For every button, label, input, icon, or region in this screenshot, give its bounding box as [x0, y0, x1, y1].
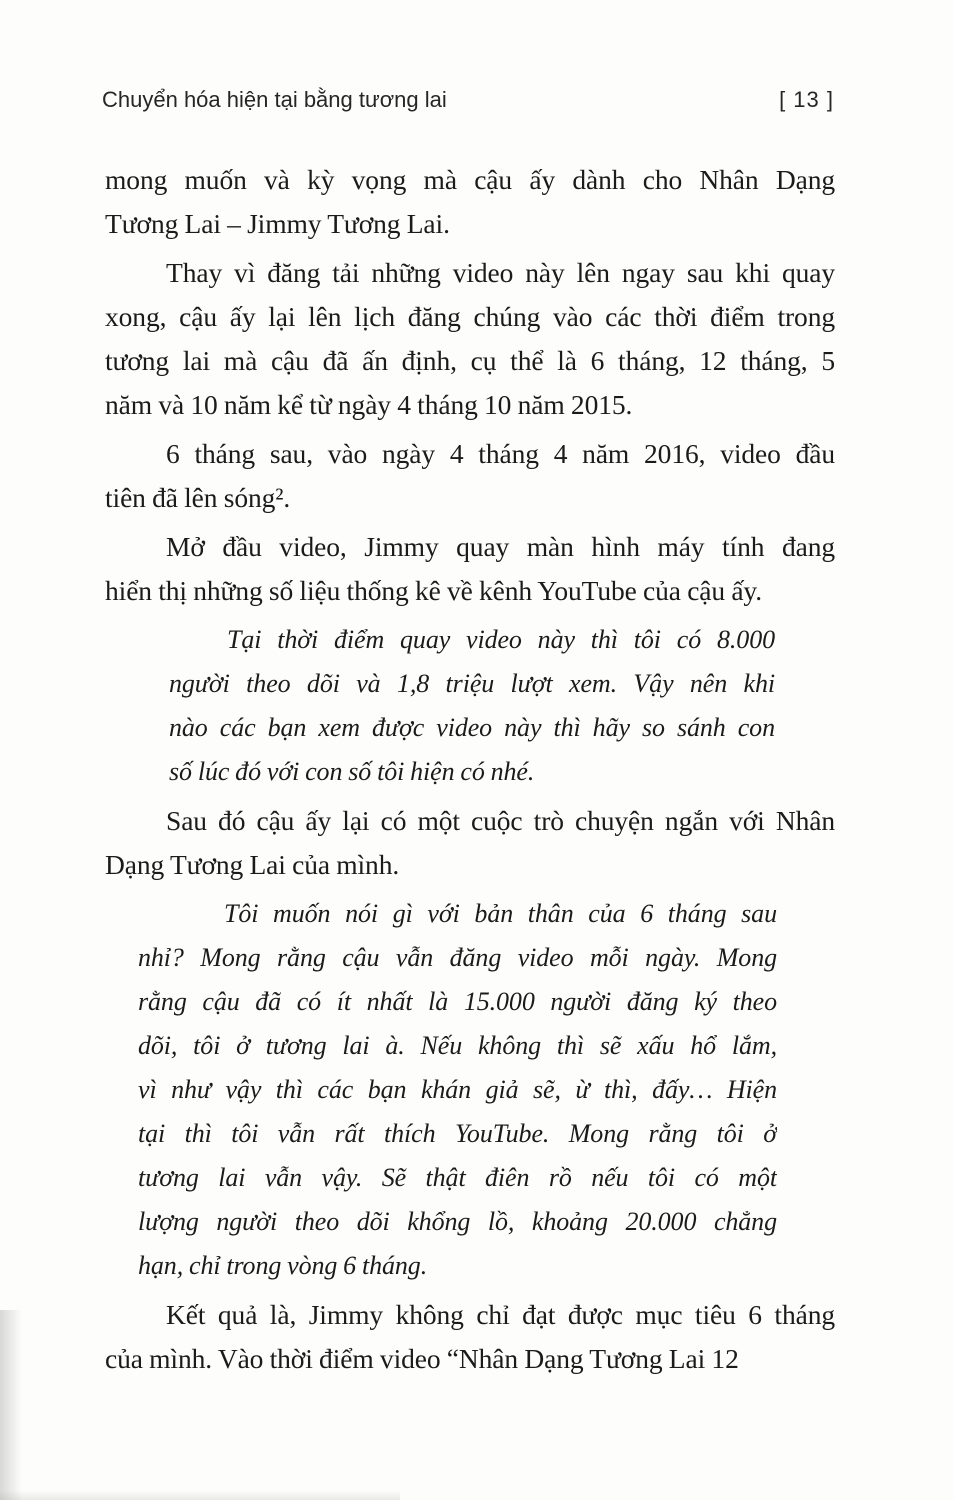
paragraph — [105, 432, 835, 520]
paragraph — [105, 525, 835, 613]
page-content — [105, 158, 835, 1381]
running-title: Chuyển hóa hiện tại bằng tương lai — [102, 87, 447, 112]
scan-shadow-bottom — [0, 1490, 400, 1500]
quote-block — [169, 618, 775, 794]
text-line: nào các bạn xem được video này thì hãy so sánh con — [169, 713, 775, 742]
text-line: lượng người theo dõi khổng lồ, khoảng 20.000 chẳng — [138, 1207, 777, 1236]
text-line: rằng cậu đã có ít nhất là 15.000 người đăng ký theo — [138, 987, 777, 1016]
text-line: 6 tháng sau, vào ngày 4 tháng 4 năm 2016, video đầu — [166, 438, 835, 469]
text-line: năm và 10 năm kể từ ngày 4 tháng 10 năm 2015. — [105, 389, 633, 420]
text-line: hạn, chỉ trong vòng 6 tháng. — [138, 1251, 428, 1280]
text-line: Tại thời điểm quay video này thì tôi có 8.000 — [227, 625, 775, 654]
paragraph — [105, 1293, 835, 1381]
text-line: Mở đầu video, Jimmy quay màn hình máy tính đang — [166, 531, 835, 562]
text-line: của mình. Vào thời điểm video “Nhân Dạng Tương Lai 12 — [105, 1343, 739, 1374]
text-line: mong muốn và kỳ vọng mà cậu ấy dành cho Nhân Dạng — [105, 164, 835, 195]
text-line: tương lai mà cậu đã ấn định, cụ thể là 6 tháng, 12 tháng, 5 — [105, 345, 835, 376]
text-line: tại thì tôi vẫn rất thích YouTube. Mong rằng tôi ở — [138, 1119, 777, 1148]
paragraph — [105, 799, 835, 887]
text-line: Kết quả là, Jimmy không chỉ đạt được mục tiêu 6 tháng — [166, 1299, 835, 1330]
paragraph — [105, 158, 835, 246]
page-header — [102, 86, 834, 114]
text-line: Tôi muốn nói gì với bản thân của 6 tháng sau — [224, 899, 777, 928]
text-line: nhỉ? Mong rằng cậu vẫn đăng video mỗi ngày. Mong — [138, 943, 777, 972]
text-line: dõi, tôi ở tương lai à. Nếu không thì sẽ xấu hổ lắm, — [138, 1031, 777, 1060]
text-line: Sau đó cậu ấy lại có một cuộc trò chuyện ngắn với Nhân — [166, 805, 835, 836]
text-line: số lúc đó với con số tôi hiện có nhé. — [169, 757, 535, 786]
text-line: tiên đã lên sóng². — [105, 482, 291, 513]
text-line: Dạng Tương Lai của mình. — [105, 849, 400, 880]
text-line: vì như vậy thì các bạn khán giả sẽ, ừ thì, đấy… Hiện — [138, 1075, 777, 1104]
text-line: tương lai vẫn vậy. Sẽ thật điên rồ nếu tôi có một — [138, 1163, 777, 1192]
quote-block — [138, 892, 777, 1288]
paragraph — [105, 251, 835, 427]
text-line: hiển thị những số liệu thống kê về kênh YouTube của cậu ấy. — [105, 575, 763, 606]
text-line: Tương Lai – Jimmy Tương Lai. — [105, 208, 450, 239]
text-line: Thay vì đăng tải những video này lên ngay sau khi quay — [166, 257, 835, 288]
text-line: người theo dõi và 1,8 triệu lượt xem. Vậy nên khi — [169, 669, 775, 698]
page-number: [ 13 ] — [779, 87, 834, 112]
scan-shadow-left — [0, 1310, 22, 1500]
text-line: xong, cậu ấy lại lên lịch đăng chúng vào các thời điểm trong — [105, 301, 835, 332]
